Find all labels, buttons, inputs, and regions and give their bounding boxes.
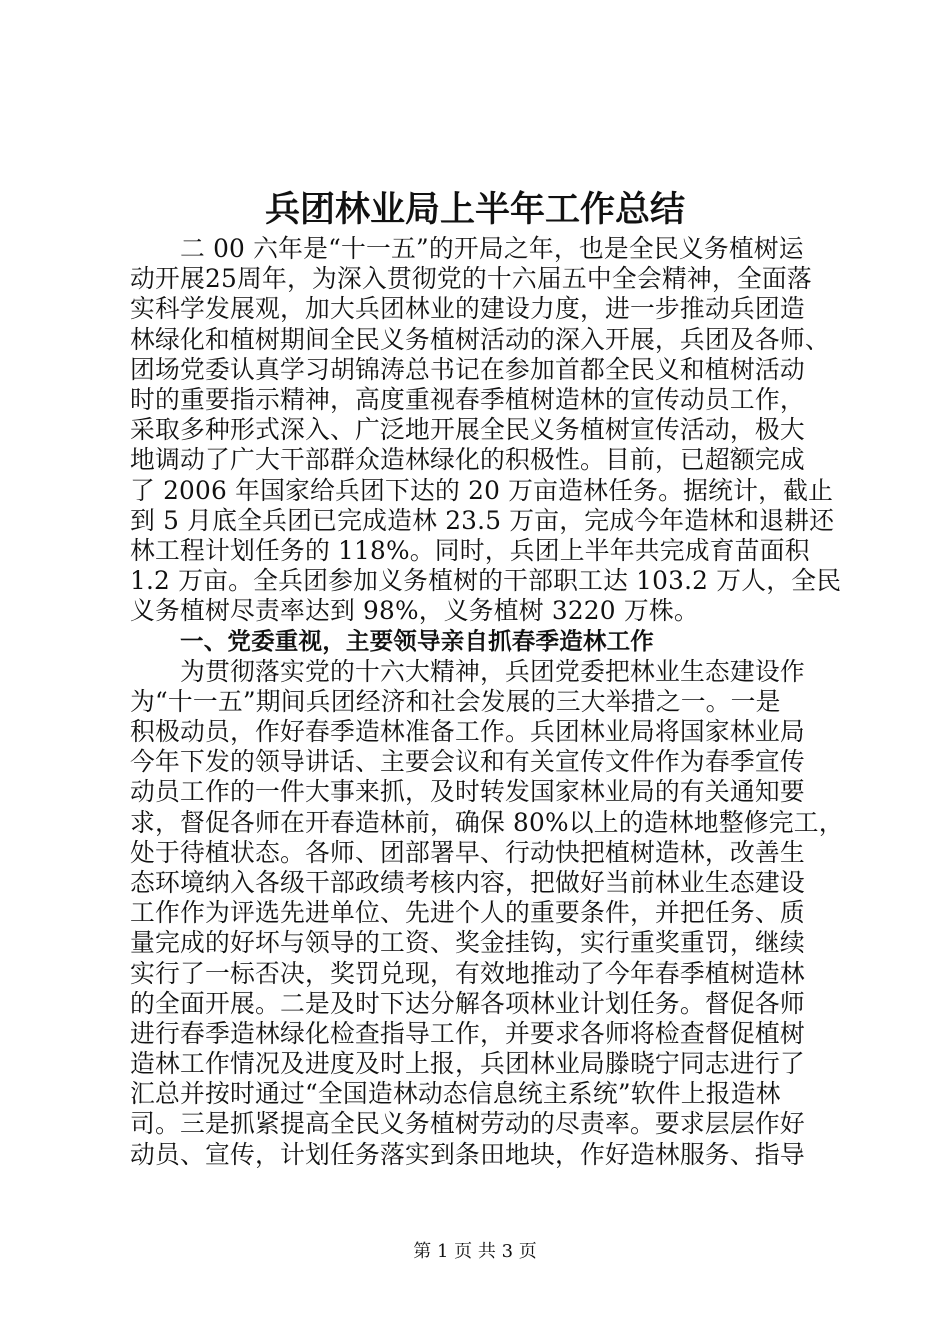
body-line: 动员工作的一件大事来抓，及时转发国家林业局的有关通知要	[130, 777, 805, 807]
body-line: 动开展25周年，为深入贯彻党的十六届五中全会精神，全面落	[130, 264, 812, 294]
body-line: 量完成的好坏与领导的工资、奖金挂钩，实行重奖重罚，继续	[130, 928, 805, 958]
body-line: 造林工作情况及进度及时上报，兵团林业局滕晓宁同志进行了	[130, 1049, 805, 1079]
section-heading: 一、党委重视，主要领导亲自抓春季造林工作	[180, 627, 654, 656]
body-line: 时的重要指示精神，高度重视春季植树造林的宣传动员工作，	[130, 384, 805, 414]
body-line: 处于待植状态。各师、团部署早、行动快把植树造林，改善生	[130, 837, 805, 867]
body-line: 为“十一五”期间兵团经济和社会发展的三大举措之一。一是	[130, 686, 781, 716]
body-line: 了 2006 年国家给兵团下达的 20 万亩造林任务。据统计，截止	[130, 475, 834, 505]
body-line: 态环境纳入各级干部政绩考核内容，把做好当前林业生态建设	[130, 867, 805, 897]
page-footer: 第 1 页 共 3 页	[413, 1241, 537, 1262]
body-line: 的全面开展。二是及时下达分解各项林业计划任务。督促各师	[130, 988, 805, 1018]
body-line: 采取多种形式深入、广泛地开展全民义务植树宣传活动，极大	[130, 415, 805, 445]
body-line: 实行了一标否决，奖罚兑现，有效地推动了今年春季植树造林	[130, 958, 805, 988]
body-line: 汇总并按时通过“全国造林动态信息统主系统”软件上报造林	[130, 1079, 781, 1109]
body-line: 实科学发展观，加大兵团林业的建设力度，进一步推动兵团造	[130, 294, 805, 324]
body-line: 到 5 月底全兵团已完成造林 23.5 万亩，完成今年造林和退耕还	[130, 505, 835, 535]
body-line: 司。三是抓紧提高全民义务植树劳动的尽责率。要求层层作好	[130, 1109, 805, 1139]
page-title: 兵团林业局上半年工作总结	[264, 190, 685, 230]
body-line: 为贯彻落实党的十六大精神，兵团党委把林业生态建设作	[180, 656, 805, 686]
document-body	[130, 234, 844, 1170]
body-line: 二 00 六年是“十一五”的开局之年，也是全民义务植树运	[180, 234, 804, 263]
body-line: 林绿化和植树期间全民义务植树活动的深入开展，兵团及各师、	[130, 324, 830, 354]
body-line: 1.2 万亩。全兵团参加义务植树的干部职工达 103.2 万人，全民	[130, 566, 842, 596]
body-line: 今年下发的领导讲话、主要会议和有关宣传文件作为春季宣传	[130, 747, 805, 777]
body-line: 工作作为评选先进单位、先进个人的重要条件，并把任务、质	[130, 898, 805, 928]
body-line: 积极动员，作好春季造林准备工作。兵团林业局将国家林业局	[130, 717, 805, 746]
body-line: 求，督促各师在开春造林前，确保 80%以上的造林地整修完工，	[130, 807, 844, 837]
body-line: 地调动了广大干部群众造林绿化的积极性。目前，已超额完成	[130, 445, 805, 475]
body-line: 团场党委认真学习胡锦涛总书记在参加首都全民义和植树活动	[130, 354, 805, 384]
body-line: 林工程计划任务的 118%。同时，兵团上半年共完成育苗面积	[130, 535, 810, 565]
body-line: 进行春季造林绿化检查指导工作，并要求各师将检查督促植树	[130, 1018, 805, 1048]
body-line: 动员、宣传，计划任务落实到条田地块，作好造林服务、指导	[130, 1139, 805, 1169]
body-line: 义务植树尽责率达到 98%，义务植树 3220 万株。	[130, 596, 699, 626]
